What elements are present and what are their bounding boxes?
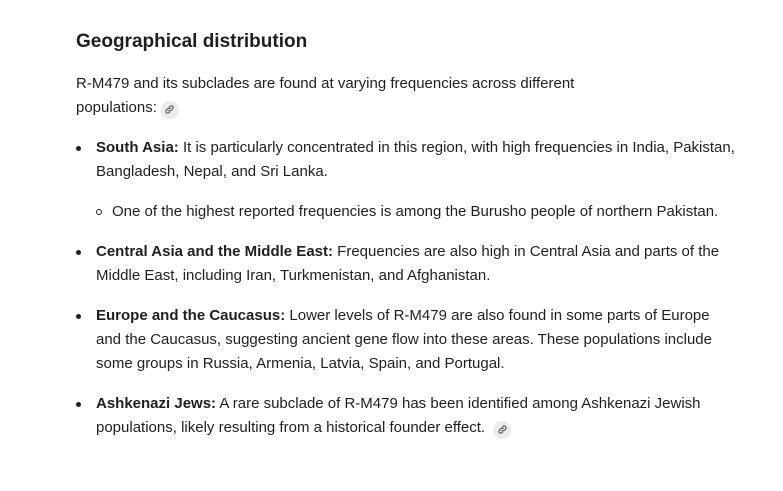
link-icon bbox=[497, 424, 508, 435]
intro-text: R-M479 and its subclades are found at varying frequencies across different populations: bbox=[76, 75, 575, 116]
bullet-lead: Europe and the Caucasus: bbox=[96, 307, 286, 324]
bullet-text: Frequencies are also high in Central Asia and parts of the Middle East, including Iran, Turkmenistan, and Afghanistan. bbox=[96, 243, 720, 284]
bullet-text: Lower levels of R-M479 are also found in some parts of Europe and the Caucasus, suggesting ancient gene flow into these areas. These populations include some groups in Russia, Armenia, Latvia, Spain, and Portugal. bbox=[96, 307, 712, 372]
list-item-europe bbox=[76, 304, 736, 376]
intro-paragraph bbox=[76, 72, 636, 120]
bullet-lead: Ashkenazi Jews: bbox=[96, 395, 217, 412]
bullet-lead: Central Asia and the Middle East: bbox=[96, 243, 333, 260]
section-title: Geographical distribution bbox=[76, 31, 308, 52]
response-content bbox=[76, 28, 736, 456]
bullet-lead: South Asia: bbox=[96, 139, 179, 156]
link-icon bbox=[164, 104, 175, 115]
sub-list bbox=[96, 200, 736, 224]
list-item-south-asia bbox=[76, 136, 736, 224]
sub-list-item: One of the highest reported frequencies is among the Burusho people of northern Pakistan. bbox=[96, 200, 736, 224]
list-item-central-asia bbox=[76, 240, 736, 288]
source-link-button[interactable] bbox=[493, 421, 511, 439]
source-link-button[interactable] bbox=[161, 101, 179, 119]
bullet-text: A rare subclade of R-M479 has been identified among Ashkenazi Jewish populations, likely resulting from a historical founder effect. bbox=[96, 395, 701, 436]
bullet-text: It is particularly concentrated in this region, with high frequencies in India, Pakistan, Bangladesh, Nepal, and Sri Lanka. bbox=[96, 139, 735, 180]
distribution-list bbox=[76, 136, 736, 440]
list-item-ashkenazi bbox=[76, 392, 736, 440]
